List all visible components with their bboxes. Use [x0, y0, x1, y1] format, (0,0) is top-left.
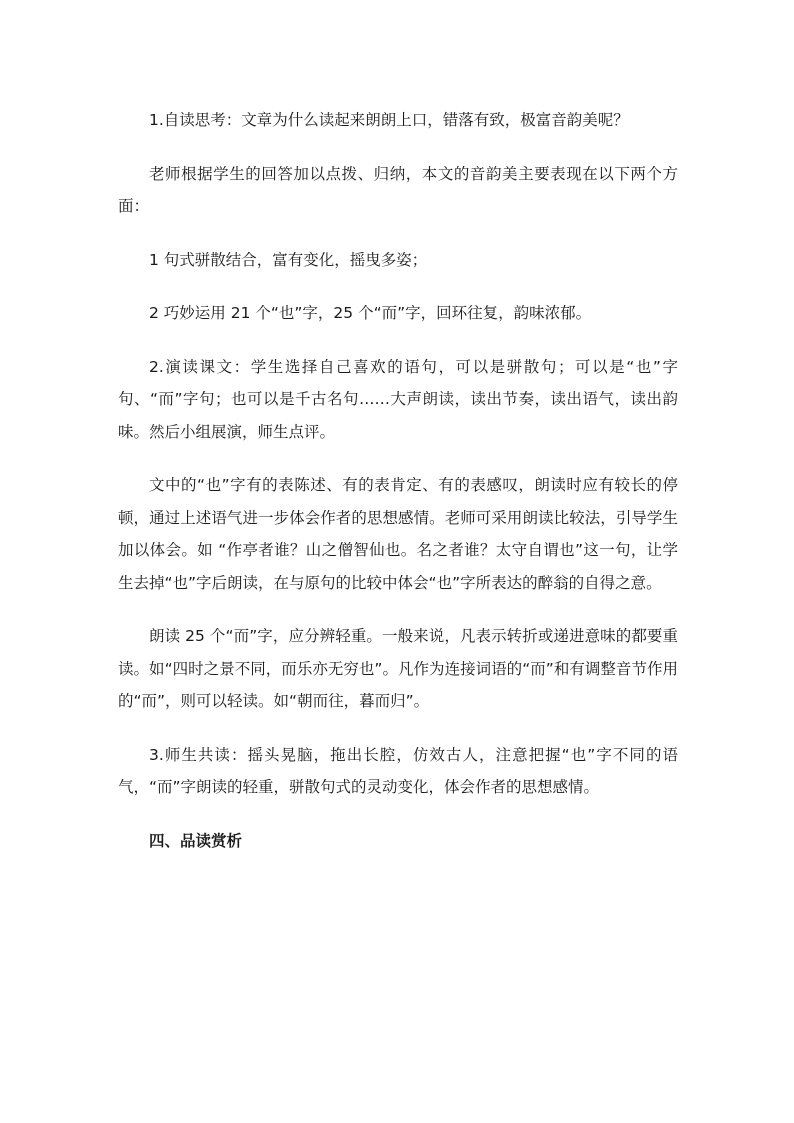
paragraph-self-reading: 1.自读思考：文章为什么读起来朗朗上口，错落有致，极富音韵美呢？ [149, 111, 629, 129]
paragraph-teacher-summary: 老师根据学生的回答加以点拨、归纳，本文的音韵美主要表现在以下两个方面： [118, 164, 678, 215]
paragraph-ye-character: 文中的“也”字有的表陈述、有的表肯定、有的表感叹，朗读时应有较长的停顿，通过上述语气进一步体会作者的思想感情。老师可采用朗读比较法，引导学生加以体会。如 “作亭者谁？山之僧智仙也。名之者谁？太守自谓也”这一句，让学生去掉“也”字后朗读，在与原句的比较中体会“也”字所表达的醉翁的自得之意。 [118, 476, 678, 592]
paragraph-shared-reading: 3.师生共读：摇头晃脑，拖出长腔，仿效古人，注意把握“也”字不同的语气，“而”字朗读的轻重，骈散句式的灵动变化，体会作者的思想感情。 [118, 745, 678, 796]
paragraph-point-1: 1 句式骈散结合，富有变化，摇曳多姿； [149, 250, 428, 269]
section-heading: 四、品读赏析 [149, 831, 243, 850]
document-body [118, 104, 678, 857]
paragraph-point-2: 2 巧妙运用 21 个“也”字，25 个“而”字，回环往复，韵味浓郁。 [149, 304, 592, 322]
paragraph-performance-reading: 2.演读课文：学生选择自己喜欢的语句，可以是骈散句；可以是“也”字句、“而”字句；也可以是千古名句……大声朗读，读出节奏，读出语气，读出韵味。然后小组展演，师生点评。 [118, 357, 678, 441]
paragraph-er-character: 朗读 25 个“而”字，应分辨轻重。一般来说，凡表示转折或递进意味的都要重读。如“四时之景不同，而乐亦无穷也”。凡作为连接词语的“而”和有调整音节作用的“而”，则可以轻读。如“朝而往，暮而归”。 [118, 627, 678, 710]
